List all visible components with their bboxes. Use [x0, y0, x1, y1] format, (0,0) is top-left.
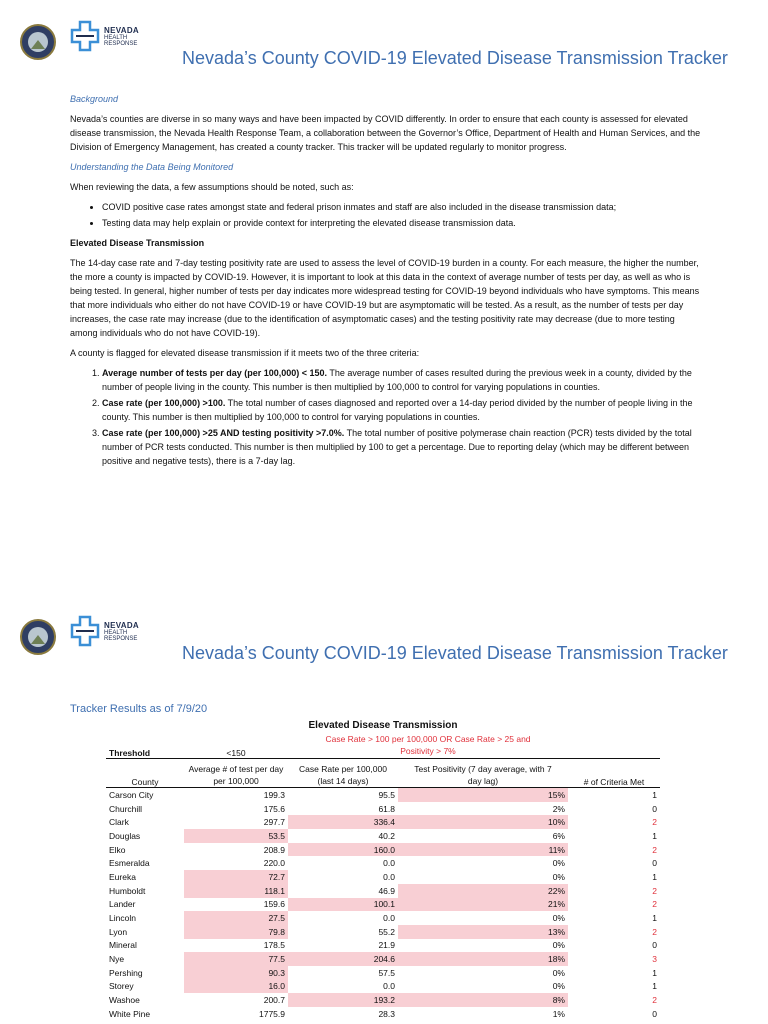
county-cell: Lincoln — [109, 913, 136, 924]
positivity-cell: 22% — [398, 884, 568, 898]
positivity-cell: 13% — [398, 925, 568, 939]
positivity-cell: 6% — [552, 830, 565, 841]
case-rate-cell: 0.0 — [383, 981, 395, 992]
positivity-cell: 0% — [552, 913, 565, 924]
page-header-1 — [0, 20, 768, 80]
positivity-cell: 0% — [552, 967, 565, 978]
tests-cell: 199.3 — [263, 789, 285, 800]
list-item: • Testing data may help explain or provide context for interpreting the elevated disease transmission data. — [102, 216, 702, 230]
nevada-state-seal-icon — [20, 24, 56, 60]
org-sub2: RESPONSE — [104, 636, 138, 642]
tests-cell: 200.7 — [263, 995, 285, 1006]
assumption-list — [70, 200, 702, 230]
table-row — [106, 911, 660, 925]
positivity-cell: 0% — [552, 871, 565, 882]
criteria-met-cell: 2 — [652, 995, 657, 1006]
case-rate-cell: 55.2 — [378, 926, 395, 937]
positivity-cell: 10% — [398, 815, 568, 829]
elevated-text: The 14-day case rate and 7-day testing positivity rate are used to assess the level of COVID-19 burden in a county. For each measure, the higher the number, the more a county is impacted by COVID-19. However, it is important to look at this data in the context of average number of tests per day, as well as who is being tested. In general, higher number of tests per day indicates more widespread testing for COVID-19 beyond individuals who have symptoms. This means that more individuals who either do not have COVID-19 or have COVID-19 but are asymptomatic will be tested. As a result, as the number of tests per day increases, the case rate may increase (due to the identification of asymptomatic cases) and the testing positivity rate may decrease (due to more testing among individuals who do not have COVID-19). — [70, 258, 700, 338]
table-row — [106, 952, 660, 966]
page-title: Nevada’s County COVID-19 Elevated Disease Transmission Tracker — [182, 643, 728, 663]
positivity-cell: 0% — [552, 858, 565, 869]
understanding-heading: Understanding the Data Being Monitored — [70, 162, 234, 172]
tests-cell: 1775.9 — [259, 1008, 285, 1019]
table-row — [106, 829, 660, 843]
tests-cell: 159.6 — [263, 899, 285, 910]
criteria-met-cell: 1 — [652, 967, 657, 978]
positivity-cell: 0% — [552, 981, 565, 992]
intro-section — [70, 92, 702, 470]
nevada-state-seal-icon — [20, 619, 56, 655]
tests-cell: 77.5 — [184, 952, 288, 966]
county-cell: Washoe — [109, 995, 140, 1006]
county-cell: Lyon — [109, 926, 128, 937]
case-rate-cell: 204.6 — [288, 952, 398, 966]
positivity-cell: 11% — [398, 843, 568, 857]
col-header: Average # of test per day per 100,000 — [184, 759, 288, 788]
tests-cell: 16.0 — [184, 980, 288, 994]
col-header: County — [106, 759, 184, 788]
col-header: # of Criteria Met — [568, 759, 660, 788]
cross-logo-icon — [70, 615, 100, 649]
tests-cell: 72.7 — [184, 870, 288, 884]
org-sub1: HEALTH — [104, 630, 128, 636]
criteria-bold: Case rate (per 100,000) >100. — [102, 398, 226, 408]
criteria-met-cell: 1 — [652, 789, 657, 800]
case-rate-cell: 0.0 — [383, 871, 395, 882]
positivity-cell: 2% — [552, 803, 565, 814]
case-rate-cell: 193.2 — [288, 993, 398, 1007]
county-cell: Churchill — [109, 803, 143, 814]
county-cell: Humboldt — [109, 885, 146, 896]
table-row — [106, 802, 660, 816]
table-body — [106, 788, 660, 1021]
tracker-table — [106, 718, 660, 1021]
org-sub1: HEALTH — [104, 35, 128, 41]
background-text: Nevada’s counties are diverse in so many ways and have been impacted by COVID differently. In order to ensure that each county is assessed for elevated disease transmission, the Nevada Health Response Team, a collaboration between the Governor’s Office, Department of Health and Human Services, and the Division of Emergency Management, has created a county tracker. This tracker will be updated regularly to monitor progress. — [70, 114, 701, 152]
case-rate-cell: 95.5 — [378, 789, 395, 800]
county-cell: Nye — [109, 954, 125, 965]
case-rate-cell: 0.0 — [383, 858, 395, 869]
criteria-met-cell: 0 — [652, 858, 657, 869]
table-row — [106, 898, 660, 912]
criteria-met-cell: 1 — [652, 830, 657, 841]
list-item — [102, 396, 702, 424]
table-row — [106, 939, 660, 953]
tests-cell: 208.9 — [263, 844, 285, 855]
county-cell: Mineral — [109, 940, 137, 951]
list-item — [102, 366, 702, 394]
table-row — [106, 843, 660, 857]
criteria-text: The total number of positive polymerase chain reaction (PCR) tests divided by the total number of PCR tests conducted. This number is then multiplied by 100 to get a percentage. Due to reporting delay (which may be different between positive and negative tests), there is a 7-day lag. — [102, 428, 692, 466]
table-row — [106, 870, 660, 884]
county-cell: Carson City — [109, 789, 154, 800]
positivity-cell: 18% — [398, 952, 568, 966]
county-cell: Elko — [109, 844, 126, 855]
county-cell: Esmeralda — [109, 858, 150, 869]
criteria-met-cell: 3 — [652, 954, 657, 965]
positivity-cell: 0% — [552, 940, 565, 951]
criteria-met-cell: 2 — [652, 926, 657, 937]
positivity-cell: 21% — [398, 898, 568, 912]
case-rate-cell: 40.2 — [378, 830, 395, 841]
nevada-health-response-logo — [70, 20, 150, 60]
county-cell: Eureka — [109, 871, 136, 882]
criteria-note: Case Rate > 100 per 100,000 OR Case Rate > 25 and Positivity > 7% — [325, 734, 531, 756]
cross-logo-icon — [70, 20, 100, 54]
nevada-health-response-logo — [70, 615, 150, 655]
table-row — [106, 925, 660, 939]
criteria-bold: Average number of tests per day (per 100,000) < 150. — [102, 368, 328, 378]
positivity-cell: 8% — [398, 993, 568, 1007]
elevated-heading: Elevated Disease Transmission — [70, 238, 205, 248]
org-name: NEVADA — [104, 26, 139, 35]
county-cell: Lander — [109, 899, 136, 910]
tests-cell: 297.7 — [263, 817, 285, 828]
table-row — [106, 980, 660, 994]
tests-cell: 79.8 — [184, 925, 288, 939]
county-cell: Pershing — [109, 967, 143, 978]
col-header: Test Positivity (7 day average, with 7 day lag) — [398, 759, 568, 788]
tests-cell: 90.3 — [184, 966, 288, 980]
org-name: NEVADA — [104, 621, 139, 630]
criteria-list — [70, 366, 702, 468]
case-rate-cell: 100.1 — [288, 898, 398, 912]
case-rate-cell: 28.3 — [378, 1008, 395, 1019]
criteria-bold: Case rate (per 100,000) >25 AND testing positivity >7.0%. — [102, 428, 345, 438]
tests-cell: 220.0 — [263, 858, 285, 869]
table-row — [106, 966, 660, 980]
criteria-met-cell: 2 — [652, 817, 657, 828]
criteria-text: The average number of cases resulted during the previous week in a county, divided by the number of people living in the county. This number is then multiplied by 100,000 to control for varying populations in counties. — [102, 368, 692, 392]
criteria-met-cell: 1 — [652, 913, 657, 924]
table-title: Elevated Disease Transmission — [308, 719, 458, 731]
case-rate-cell: 46.9 — [378, 885, 395, 896]
criteria-met-cell: 0 — [652, 803, 657, 814]
table-row — [106, 788, 660, 802]
table-row — [106, 993, 660, 1007]
understanding-intro: When reviewing the data, a few assumptions should be noted, such as: — [70, 182, 354, 192]
tests-cell: 175.6 — [263, 803, 285, 814]
criteria-met-cell: 2 — [652, 844, 657, 855]
case-rate-cell: 21.9 — [378, 940, 395, 951]
criteria-met-cell: 1 — [652, 871, 657, 882]
criteria-met-cell: 0 — [652, 940, 657, 951]
criteria-met-cell: 0 — [652, 1008, 657, 1019]
tests-cell: 178.5 — [263, 940, 285, 951]
case-rate-cell: 61.8 — [378, 803, 395, 814]
criteria-met-cell: 2 — [652, 885, 657, 896]
background-heading: Background — [70, 94, 119, 104]
col-header: Case Rate per 100,000 (last 14 days) — [288, 759, 398, 788]
case-rate-cell: 160.0 — [288, 843, 398, 857]
criteria-text: The total number of cases diagnosed and reported over a 14-day period divided by the number of people living in the county. This number is then multiplied by 100,000 to control for varying populations in counties. — [102, 398, 693, 422]
flag-text: A county is flagged for elevated disease transmission if it meets two of the three criteria: — [70, 348, 420, 358]
page-header-2 — [0, 615, 768, 675]
case-rate-cell: 57.5 — [378, 967, 395, 978]
criteria-met-cell: 1 — [652, 981, 657, 992]
positivity-cell: 1% — [552, 1008, 565, 1019]
positivity-cell: 15% — [398, 788, 568, 802]
tests-cell: 27.5 — [184, 911, 288, 925]
list-item: • COVID positive case rates amongst state and federal prison inmates and staff are also included in the disease transmission data; — [102, 200, 702, 214]
case-rate-cell: 336.4 — [288, 815, 398, 829]
tests-cell: 118.1 — [184, 884, 288, 898]
table-row — [106, 1007, 660, 1021]
county-cell: Storey — [109, 981, 134, 992]
case-rate-cell: 0.0 — [383, 913, 395, 924]
county-cell: Clark — [109, 817, 129, 828]
list-item — [102, 426, 702, 468]
threshold-value: <150 — [226, 748, 246, 758]
tests-cell: 53.5 — [184, 829, 288, 843]
table-row — [106, 815, 660, 829]
tracker-heading: Tracker Results as of 7/9/20 — [70, 703, 208, 715]
org-sub2: RESPONSE — [104, 41, 138, 47]
county-cell: White Pine — [109, 1008, 151, 1019]
criteria-met-cell: 2 — [652, 899, 657, 910]
table-row — [106, 856, 660, 870]
threshold-label: Threshold — [109, 748, 151, 758]
page-title: Nevada’s County COVID-19 Elevated Disease Transmission Tracker — [182, 48, 728, 68]
table-row — [106, 884, 660, 898]
county-cell: Douglas — [109, 830, 141, 841]
